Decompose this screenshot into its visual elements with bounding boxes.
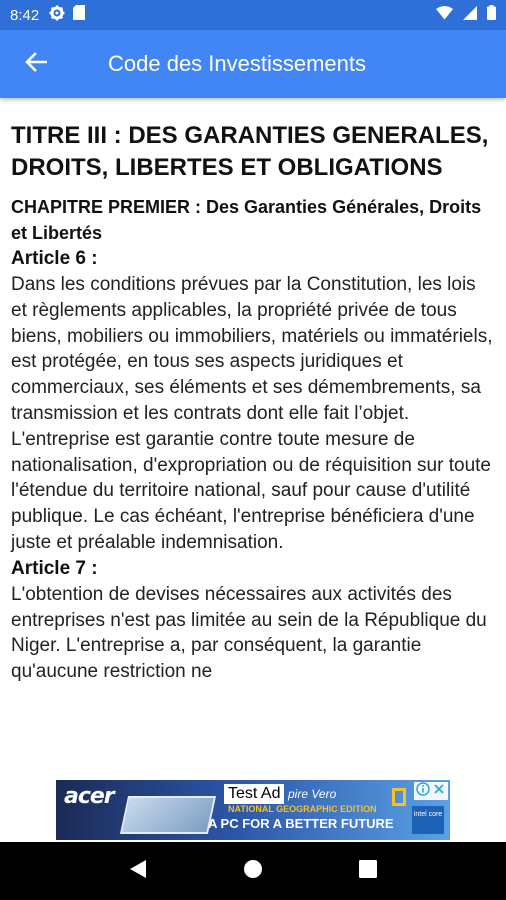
chapitre-heading: CHAPITRE PREMIER : Des Garanties Générales, Droits et Libertés (11, 197, 482, 243)
law-text-content[interactable] (0, 98, 506, 778)
article-heading: Article 6 : (11, 248, 98, 269)
status-bar (0, 0, 506, 30)
gear-icon (49, 5, 65, 26)
app-title: Code des Investissements (108, 51, 367, 76)
ad-banner[interactable] (56, 780, 450, 840)
arrow-left-icon (25, 52, 47, 77)
status-time: 8:42 (10, 6, 40, 24)
article-paragraph: Dans les conditions prévues par la Constitution, les lois et règlements applicables, la propriété privée de tous biens, mobiliers ou immobiliers, matériels ou immatériels, est protégée, en tous ses aspects juridiques et commerciaux, ses éléments et ses démembrements, sa transmission et les contrats dont elle fait l’objet. (11, 274, 493, 424)
battery-icon (487, 5, 496, 25)
article-heading: Article 7 : (11, 557, 98, 579)
titre-heading: TITRE III : DES GARANTIES GENERALES, DROITS, LIBERTES ET OBLIGATIONS (11, 122, 489, 181)
app-bar (0, 30, 506, 98)
navigation-bar (0, 842, 506, 900)
home-circle-icon (243, 859, 263, 884)
nav-back-button[interactable] (114, 847, 162, 895)
sd-card-icon (73, 5, 85, 25)
ad-headline: A PC FOR A BETTER FUTURE (208, 816, 394, 831)
article-paragraph: L'entreprise est garantie contre toute mesure de nationalisation, d'expropriation ou de réquisition sur toute l'étendue du territoire national, sauf pour cause d'utilité publique. Le cas échéant, l'entreprise bénéficiera d'une juste et préalable indemnisation. (11, 428, 491, 553)
nav-home-button[interactable] (229, 847, 277, 895)
back-triangle-icon (129, 859, 147, 884)
signal-icon (463, 6, 477, 25)
recents-square-icon (359, 860, 377, 883)
wifi-icon (436, 6, 453, 25)
ad-product-name: pire Vero (288, 787, 337, 801)
article-paragraph: L'obtention de devises nécessaires aux activités des entreprises n'est pas limitée au sein de la République du Niger. L'entreprise a, par conséquent, la garantie qu'aucune restriction ne (11, 583, 487, 683)
ad-choices[interactable] (414, 782, 448, 800)
nav-recents-button[interactable] (344, 847, 392, 895)
back-button[interactable] (0, 30, 72, 98)
nat-geo-logo (392, 788, 406, 806)
ad-subline: NATIONAL GEOGRAPHIC EDITION (228, 804, 377, 814)
laptop-image (120, 796, 216, 834)
ad-info-icon[interactable] (416, 782, 430, 801)
ad-brand-logo: acer (64, 784, 114, 809)
ad-close-icon[interactable] (432, 782, 446, 801)
intel-badge: intel core (412, 806, 444, 834)
ad-test-label: Test Ad (224, 784, 284, 804)
